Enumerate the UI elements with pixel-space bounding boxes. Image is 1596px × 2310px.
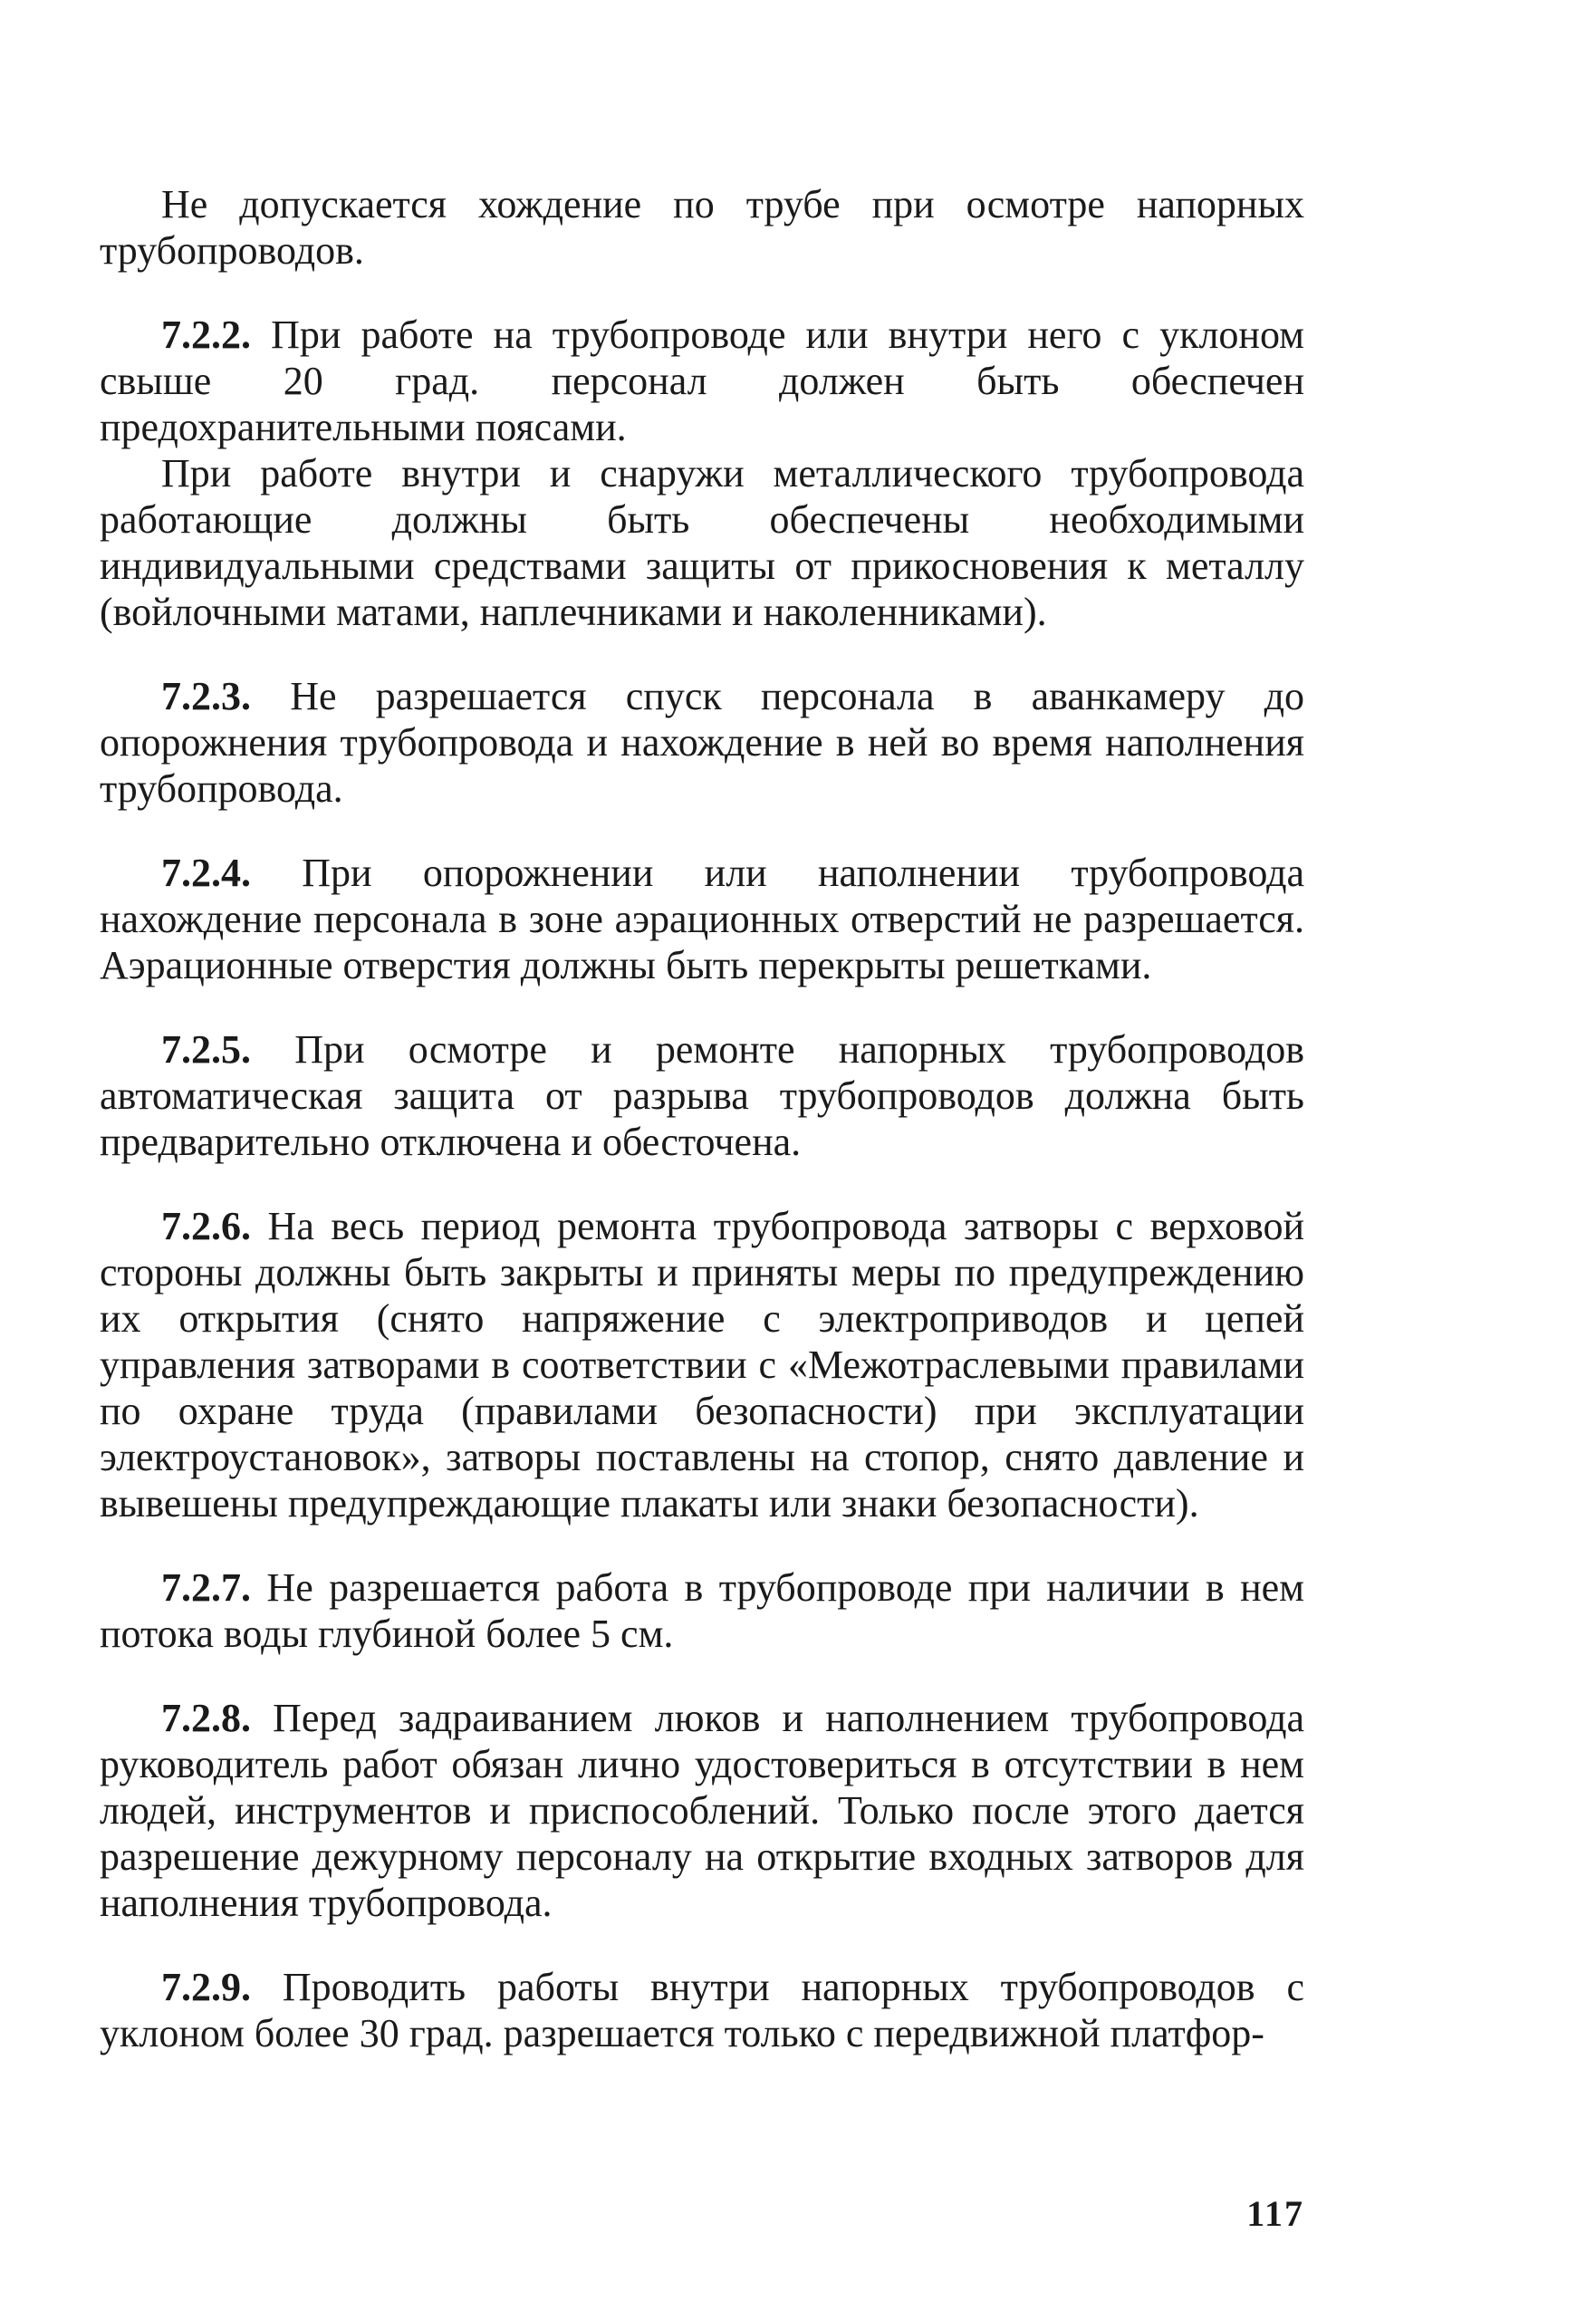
section-7-2-8 — [100, 1695, 1304, 1926]
section-text: При работе внутри и снаружи металлического трубопровода работающие должны быть обеспечены необходимыми индивидуальными средствами защиты от прикосновения к металлу (войлочными матами, наплечниками и наколенниками). — [100, 451, 1304, 634]
section-number: 7.2.2. — [161, 313, 251, 357]
document-page — [100, 181, 1304, 2056]
section-text: Перед задраиванием люков и наполнением трубопровода руководитель работ обязан лично удостовериться в отсутствии в нем людей, инструментов и приспособлений. Только после этого дается разрешение дежурному персоналу на открытие входных затворов для наполнения трубопровода. — [100, 1696, 1305, 1925]
page-number: 117 — [1246, 2193, 1304, 2234]
section-text: При опорожнении или наполнении трубопровода нахождение персонала в зоне аэрационных отверстий не разрешается. Аэрационные отверстия должны быть перекрыты решетками. — [100, 851, 1304, 987]
section-number: 7.2.4. — [161, 851, 251, 895]
section-number: 7.2.8. — [161, 1696, 251, 1740]
section-7-2-5 — [100, 1026, 1304, 1165]
intro-paragraph — [100, 181, 1304, 274]
section-7-2-4 — [100, 850, 1304, 988]
section-text: При осмотре и ремонте напорных трубопроводов автоматическая защита от разрыва трубопроводов должна быть предварительно отключена и обесточена. — [100, 1027, 1304, 1164]
section-text: На весь период ремонта трубопровода затворы с верховой стороны должны быть закрыты и приняты меры по предупреждению их открытия (снято напряжение с электроприводов и цепей управления затворами в соответствии с «Межотраслевыми правилами по охране труда (правилами безопасности) при эксплуатации электроустановок», затворы поставлены на стопор, снято давление и вывешены предупреждающие плакаты или знаки безопасности). — [100, 1204, 1304, 1526]
section-7-2-9 — [100, 1964, 1304, 2056]
section-number: 7.2.9. — [161, 1965, 251, 2009]
section-number: 7.2.7. — [161, 1565, 251, 1610]
section-7-2-2-continuation — [100, 450, 1304, 635]
section-text: Проводить работы внутри напорных трубопроводов с уклоном более 30 град. разрешается только с передвижной платфор- — [100, 1965, 1304, 2055]
section-number: 7.2.5. — [161, 1027, 251, 1072]
section-text: Не разрешается спуск персонала в аванкамеру до опорожнения трубопровода и нахождение в ней во время наполнения трубопровода. — [100, 674, 1305, 811]
section-number: 7.2.3. — [161, 674, 251, 718]
section-7-2-3 — [100, 673, 1304, 812]
section-number: 7.2.6. — [161, 1204, 251, 1248]
section-text: При работе на трубопроводе или внутри него с уклоном свыше 20 град. персонал должен быть обеспечен предохранительными поясами. — [100, 313, 1304, 449]
section-7-2-7 — [100, 1564, 1304, 1657]
section-7-2-2 — [100, 312, 1304, 450]
section-7-2-6 — [100, 1203, 1304, 1526]
intro-text: Не допускается хождение по трубе при осмотре напорных трубопроводов. — [100, 182, 1304, 273]
section-text: Не разрешается работа в трубопроводе при наличии в нем потока воды глубиной более 5 см. — [100, 1565, 1305, 1656]
